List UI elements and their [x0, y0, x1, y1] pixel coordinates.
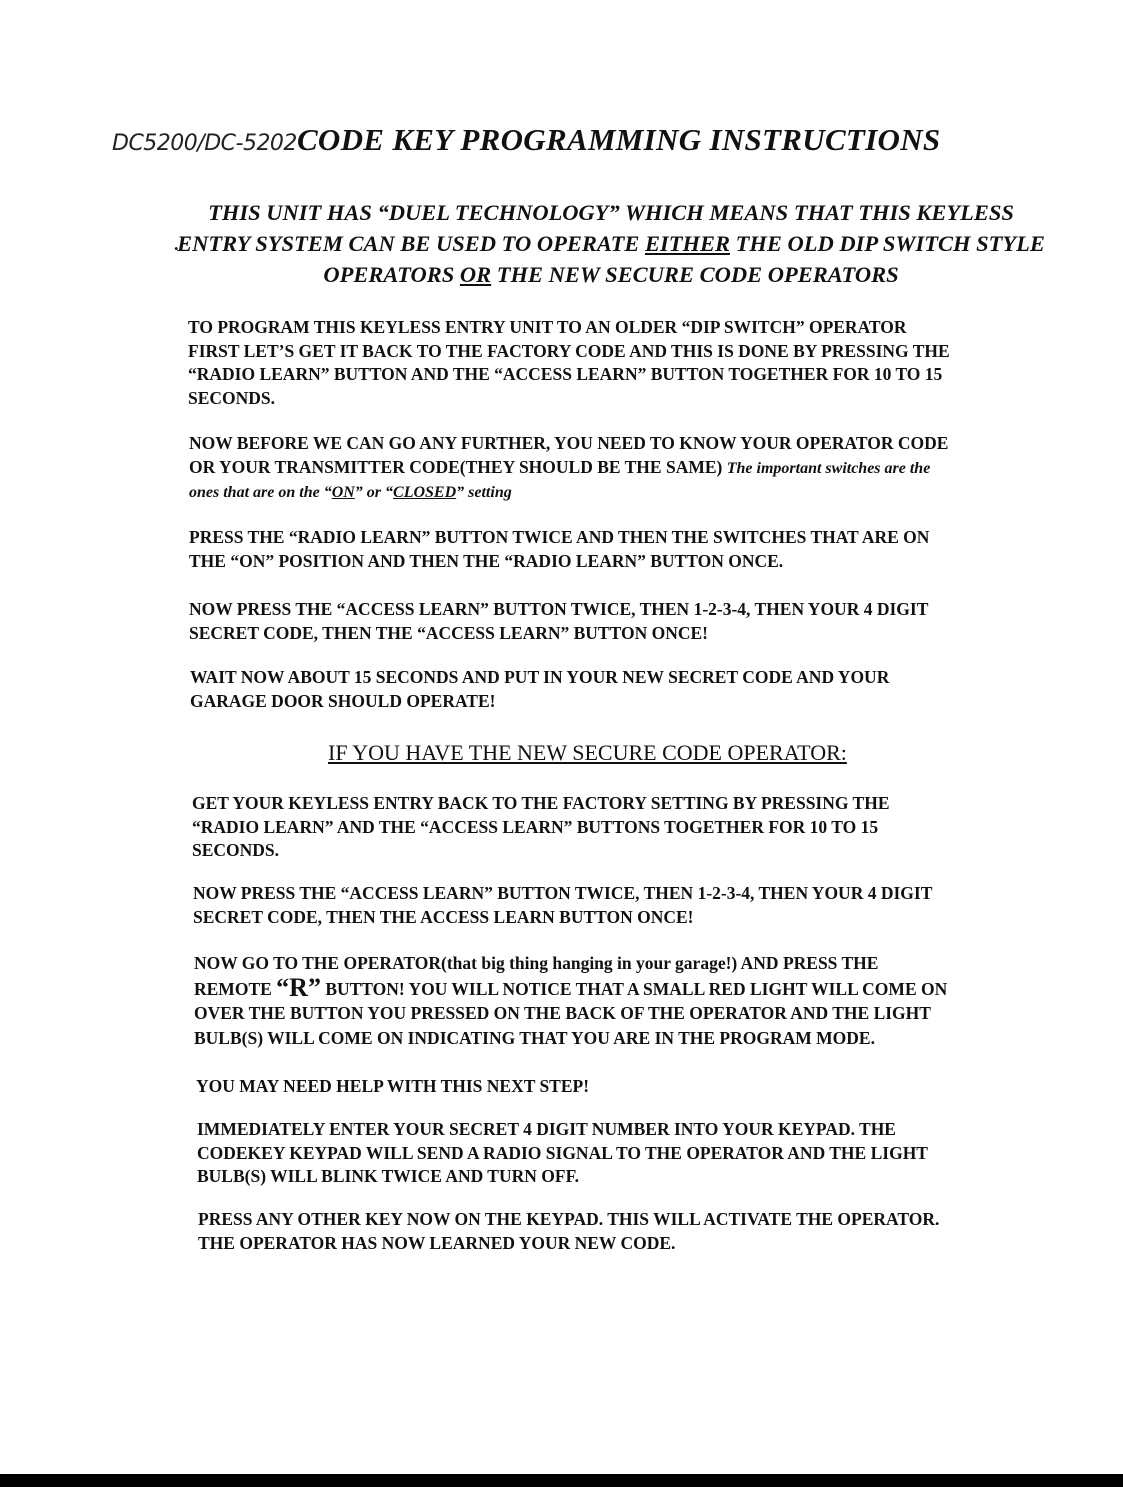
- secure-instruction-3-b: BUTTON! YOU WILL NOTICE THAT A SMALL RED LIGHT WILL COME ON OVER THE BUTTON YOU PRESSED ON THE BACK OF THE OPERATOR AND THE LIGHT BULB(S) WILL COME ON INDICATING THAT YOU ARE IN THE PROGRAM MODE.: [194, 978, 948, 1048]
- dip-instruction-2-main: NOW BEFORE WE CAN GO ANY FURTHER, YOU NEED TO KNOW YOUR OPERATOR CODE OR YOUR TRANSMITTER CODE(THEY SHOULD BE THE SAME): [189, 433, 949, 477]
- secure-instruction-5: IMMEDIATELY ENTER YOUR SECRET 4 DIGIT NUMBER INTO YOUR KEYPAD. THE CODEKEY KEYPAD WILL SEND A RADIO SIGNAL TO THE OPERATOR AND THE LIGHT BULB(S) WILL BLINK TWICE AND TURN OFF.: [197, 1119, 928, 1186]
- title-text: CODE KEY PROGRAMMING INSTRUCTIONS: [296, 122, 941, 157]
- page-title: [112, 122, 940, 158]
- handwritten-model-number: DC5200/DC-5202: [112, 131, 297, 156]
- secure-instruction-3: [194, 951, 947, 1050]
- dip-note-b: ” or “: [354, 484, 394, 501]
- dip-note-closed: CLOSED: [393, 484, 457, 501]
- secure-instruction-6: PRESS ANY OTHER KEY NOW ON THE KEYPAD. THIS WILL ACTIVATE THE OPERATOR. THE OPERATOR HAS NOW LEARNED YOUR NEW CODE.: [198, 1209, 940, 1253]
- subtitle-or: OR: [459, 262, 492, 287]
- dip-instruction-1: TO PROGRAM THIS KEYLESS ENTRY UNIT TO AN OLDER “DIP SWITCH” OPERATOR FIRST LET’S GET IT BACK TO THE FACTORY CODE AND THIS IS DONE BY PRESSING THE “RADIO LEARN” BUTTON AND THE “ACCESS LEARN” BUTTON TOGETHER FOR 10 TO 15 SECONDS.: [188, 317, 950, 408]
- secure-code-heading: IF YOU HAVE THE NEW SECURE CODE OPERATOR:: [328, 740, 847, 765]
- dip-instruction-3: PRESS THE “RADIO LEARN” BUTTON TWICE AND THEN THE SWITCHES THAT ARE ON THE “ON” POSITION AND THEN THE “RADIO LEARN” BUTTON ONCE.: [189, 527, 930, 571]
- secure-instruction-3-a: NOW GO TO THE OPERATOR(that big thing hanging in your garage!) AND PRESS THE REMOTE: [194, 953, 879, 999]
- dip-note-a: The important switches are the ones that are on the “: [189, 459, 931, 501]
- secure-instruction-1: GET YOUR KEYLESS ENTRY BACK TO THE FACTORY SETTING BY PRESSING THE “RADIO LEARN” AND THE “ACCESS LEARN” BUTTONS TOGETHER FOR 10 TO 15 SECONDS.: [192, 793, 890, 860]
- remote-r-button-label: “R”: [276, 972, 321, 1002]
- subtitle-either: EITHER: [644, 231, 731, 256]
- scan-edge-bar: [0, 1474, 1123, 1487]
- secure-instruction-4: YOU MAY NEED HELP WITH THIS NEXT STEP!: [196, 1076, 590, 1096]
- dip-instruction-2: [189, 432, 948, 505]
- subtitle-part-1: THIS UNIT HAS “DUEL TECHNOLOGY” WHICH MEANS THAT THIS KEYLESS ENTRY SYSTEM CAN BE USED TO OPERATE: [177, 200, 1014, 256]
- dip-note-c: ” setting: [456, 484, 512, 501]
- dip-note-on: ON: [331, 484, 355, 501]
- subtitle: [176, 197, 1046, 290]
- dip-instruction-4: NOW PRESS THE “ACCESS LEARN” BUTTON TWICE, THEN 1-2-3-4, THEN YOUR 4 DIGIT SECRET CODE, THEN THE “ACCESS LEARN” BUTTON ONCE!: [189, 599, 929, 643]
- stray-mark: .: [174, 234, 179, 254]
- subtitle-part-2: THE OLD DIP SWITCH STYLE OPERATORS: [323, 231, 1045, 287]
- dip-instruction-5: WAIT NOW ABOUT 15 SECONDS AND PUT IN YOUR NEW SECRET CODE AND YOUR GARAGE DOOR SHOULD OPERATE!: [190, 667, 890, 711]
- secure-instruction-2: NOW PRESS THE “ACCESS LEARN” BUTTON TWICE, THEN 1-2-3-4, THEN YOUR 4 DIGIT SECRET CODE, THEN THE ACCESS LEARN BUTTON ONCE!: [193, 883, 933, 927]
- subtitle-part-3: THE NEW SECURE CODE OPERATORS: [491, 262, 899, 287]
